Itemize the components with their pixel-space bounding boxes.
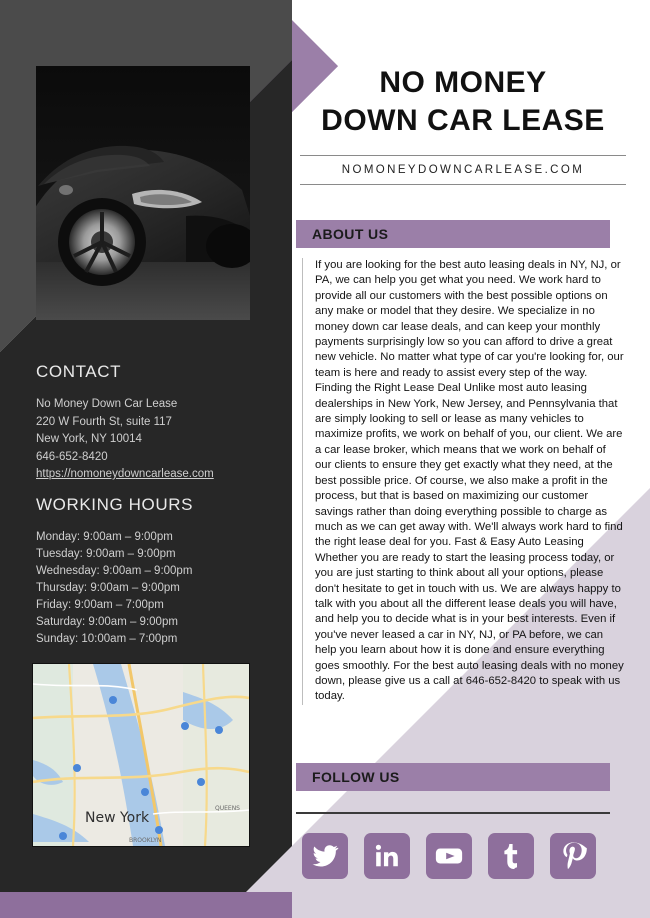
contact-details xyxy=(36,396,266,483)
map-label-queens: QUEENS xyxy=(215,805,240,812)
website-url[interactable]: NOMONEYDOWNCARLEASE.COM xyxy=(341,164,585,176)
car-photo xyxy=(36,66,250,320)
about-us-header-bar xyxy=(296,220,610,248)
map-label-city: New York xyxy=(85,810,150,826)
divider-bottom xyxy=(300,184,626,185)
follow-us-divider xyxy=(296,812,610,814)
hours-row: Friday: 9:00am – 7:00pm xyxy=(36,599,164,611)
contact-phone[interactable]: 646-652-8420 xyxy=(36,450,108,463)
contact-heading: CONTACT xyxy=(36,362,122,381)
location-map[interactable] xyxy=(32,663,250,847)
title-line-2: DOWN CAR LEASE xyxy=(321,104,605,137)
contact-company: No Money Down Car Lease xyxy=(36,398,178,410)
hours-row: Wednesday: 9:00am – 9:00pm xyxy=(36,565,193,577)
youtube-icon[interactable] xyxy=(426,833,472,879)
linkedin-icon[interactable] xyxy=(364,833,410,879)
contact-website-link[interactable]: https://nomoneydowncarlease.com xyxy=(36,468,214,480)
twitter-icon[interactable] xyxy=(302,833,348,879)
follow-us-header-bar xyxy=(296,763,610,791)
contact-street: 220 W Fourth St, suite 117 xyxy=(36,415,172,428)
working-hours-heading: WORKING HOURS xyxy=(36,495,194,514)
contact-city: New York, NY 10014 xyxy=(36,433,142,445)
hours-row: Thursday: 9:00am – 9:00pm xyxy=(36,582,180,594)
website-band xyxy=(300,155,626,185)
hours-row: Saturday: 9:00am – 9:00pm xyxy=(36,616,178,628)
follow-us-heading: FOLLOW US xyxy=(312,769,400,785)
hours-row: Sunday: 10:00am – 7:00pm xyxy=(36,633,178,645)
contact-section xyxy=(36,362,266,484)
tumblr-icon[interactable] xyxy=(488,833,534,879)
title-line-1: NO MONEY xyxy=(379,66,547,99)
hours-row: Monday: 9:00am – 9:00pm xyxy=(36,531,173,543)
pinterest-icon[interactable] xyxy=(550,833,596,879)
page-title xyxy=(300,64,626,140)
about-us-heading: ABOUT US xyxy=(312,226,389,242)
working-hours-section xyxy=(36,495,276,648)
working-hours-list xyxy=(36,529,276,648)
about-us-body xyxy=(302,258,625,705)
social-links xyxy=(302,833,616,879)
map-label-brooklyn: BROOKLYN xyxy=(129,837,162,844)
hours-row: Tuesday: 9:00am – 9:00pm xyxy=(36,548,176,560)
about-us-text: If you are looking for the best auto leasing deals in NY, NJ, or PA, we can help you get what you need. We work hard to provide all our customers with the best possible options on any make or model that they desire. We specialize in no money down car lease deals, and can keep your monthly payments surprisingly low so you can afford to drive a great new vehicle. No matter what type of car you're looking for, our team is here and ready to assist every step of the way. Finding the Right Lease Deal Unlike most auto leasing dealerships in New York, New Jersey, and Pennsylvania that are simply looking to sell or lease as many vehicles to maximize profits, we work on behalf of you, our client. We are a car lease broker, which means that we work on behalf of our clients to ensure they get exactly what they need, at the best possible price. Of course, we also make a profit in the process, but that is based on maximizing our customer savings rather than doing everything possible to charge as much as we can get away with. We'll always work hard to find the right lease deal for you. Fast & Easy Auto Leasing Whether you are ready to start the leasing process today, or you are just starting to think about all your options, please don't hesitate to get in touch with us. We are always happy to talk with you about all the different lease deals you will have, and help you to decide what is in your best interests. Even if you've never leased a car in NY, NJ, or PA before, we can help you learn about how it is done and ensure everything goes smoothly. For the best auto leasing deals with no money down, please give us a call at 646-652-8420 to speak with us today. xyxy=(315,259,624,703)
